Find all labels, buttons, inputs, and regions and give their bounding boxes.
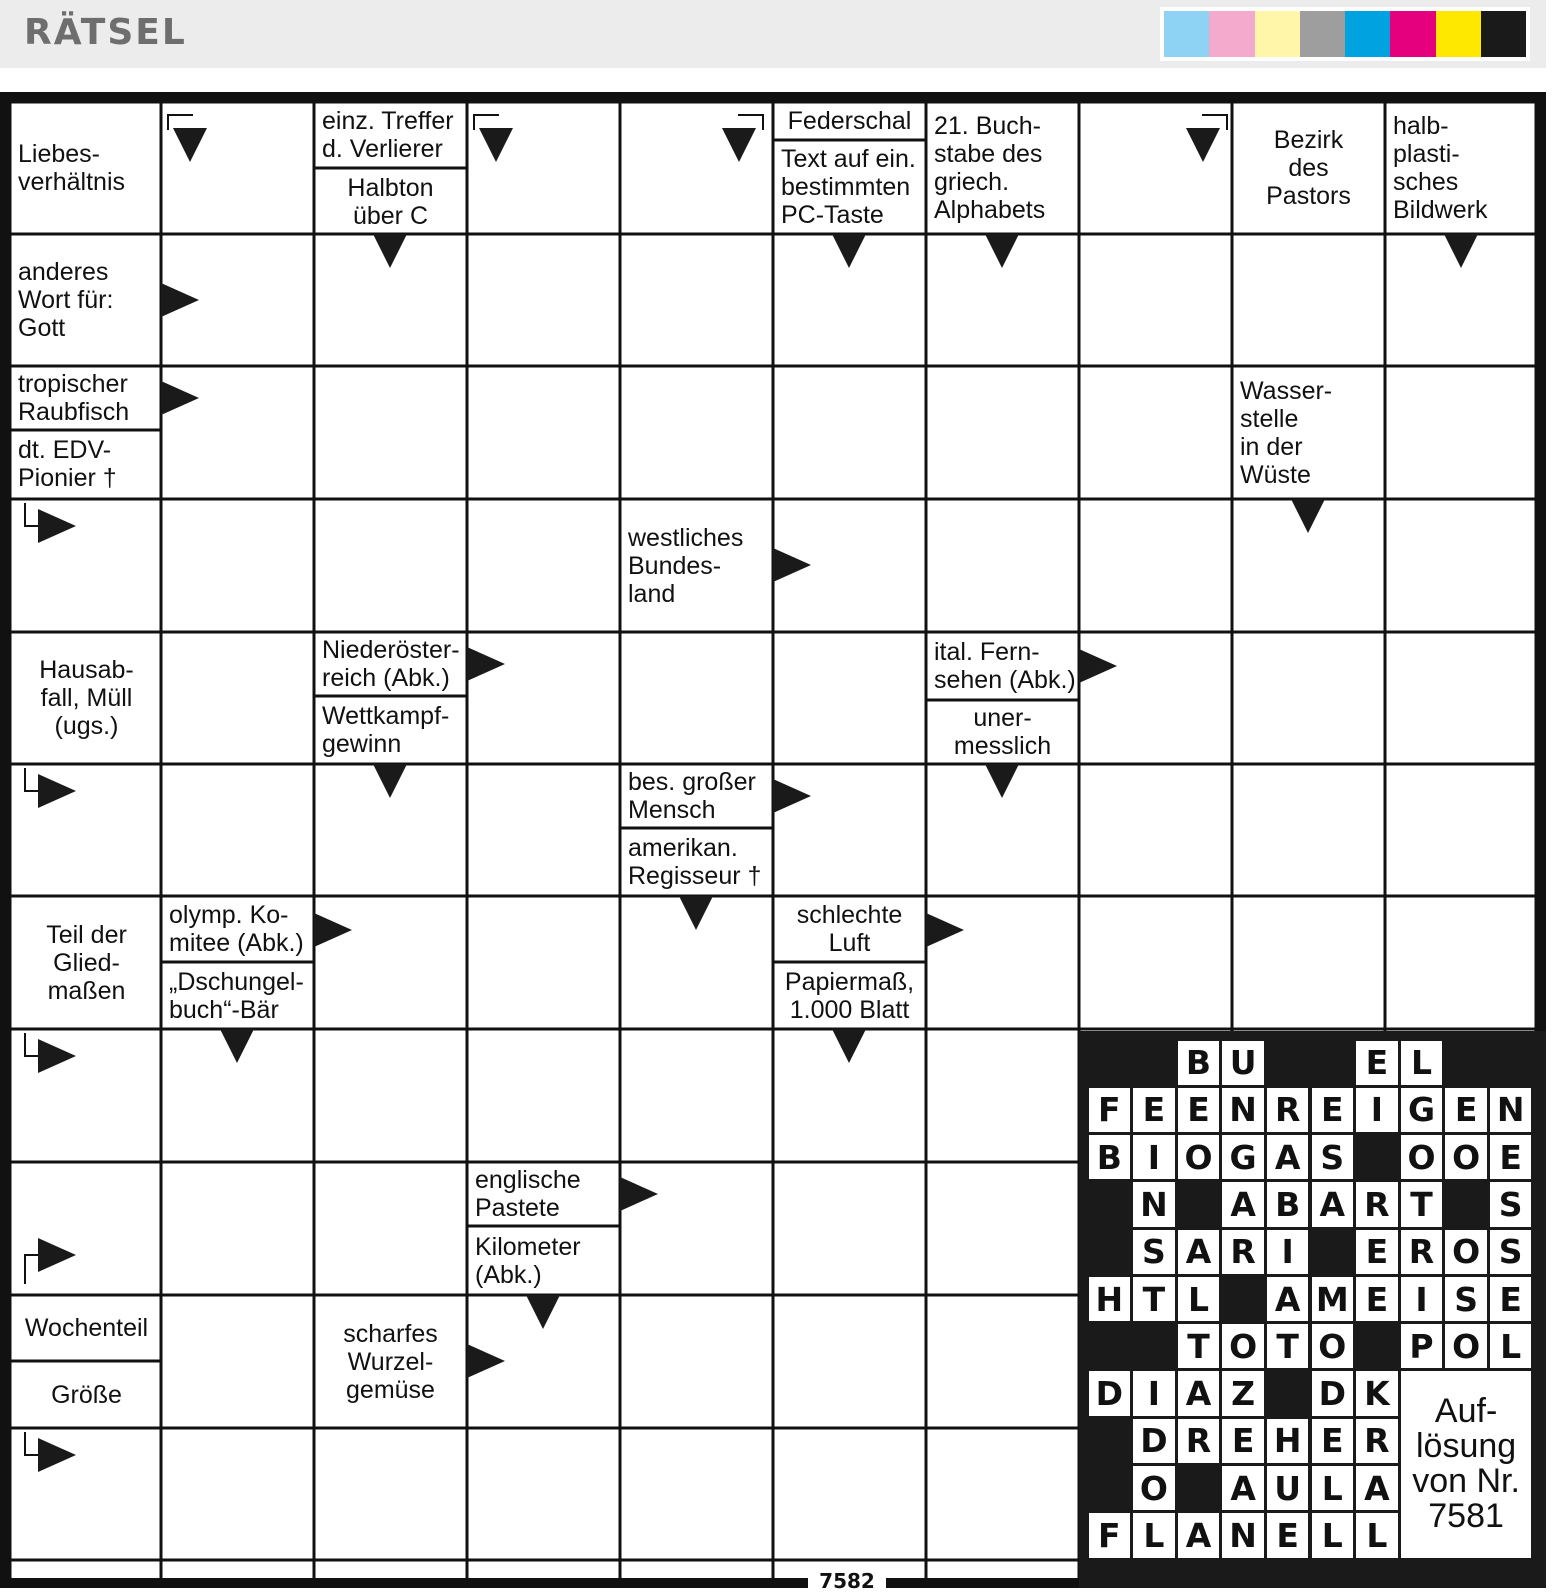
- solution-letter: R: [1178, 1419, 1220, 1463]
- color-swatch: [1209, 11, 1254, 57]
- clue-line: (ugs.): [54, 712, 119, 740]
- clue-line: einz. Treffer: [322, 107, 454, 135]
- clue-line: Gott: [18, 314, 66, 342]
- clue-line: Alphabets: [934, 196, 1046, 224]
- solution-letter: E: [1312, 1419, 1354, 1463]
- solution-letter: L: [1312, 1513, 1354, 1557]
- solution-letter: L: [1312, 1466, 1354, 1510]
- clue-c28: [10, 1295, 163, 1361]
- arrow-down-icon: [173, 128, 207, 162]
- solution-letter: O: [1312, 1324, 1354, 1368]
- clue-line: Text auf ein.: [781, 145, 916, 173]
- arrow-down-icon: [526, 1295, 560, 1329]
- clue-line: Bundes-: [628, 551, 722, 580]
- solution-letter: N: [1222, 1088, 1264, 1132]
- solution-letter: S: [1133, 1230, 1175, 1274]
- clue-line: gemüse: [346, 1375, 435, 1404]
- solution-letter: G: [1222, 1135, 1264, 1179]
- solution-letter: O: [1445, 1324, 1487, 1368]
- clue-line: d. Verlierer: [322, 135, 443, 163]
- clue-c21: [10, 896, 163, 1029]
- solution-letter: F: [1089, 1088, 1131, 1132]
- solution-letter: M: [1312, 1277, 1354, 1321]
- solution-letter: B: [1178, 1041, 1220, 1085]
- clue-c16: [314, 696, 467, 764]
- solution-letter: R: [1356, 1419, 1398, 1463]
- clue-c25: [773, 962, 926, 1029]
- clue-line: Wort für:: [18, 286, 114, 314]
- solution-letter: R: [1401, 1230, 1443, 1274]
- clue-line: englische: [475, 1166, 581, 1194]
- solution-note-line: von Nr.: [1412, 1462, 1520, 1501]
- clue-c4: [773, 102, 926, 140]
- solution-letter: E: [1445, 1088, 1487, 1132]
- color-swatch: [1300, 11, 1345, 57]
- clue-line: gewinn: [322, 730, 402, 758]
- arrow-down-icon: [679, 896, 713, 930]
- clue-line: scharfes: [343, 1319, 438, 1348]
- clue-c2: [314, 102, 467, 168]
- clue-line: Niederöster-: [322, 636, 460, 664]
- clue-line: fall, Müll: [40, 684, 133, 712]
- solution-letter: E: [1490, 1135, 1532, 1179]
- arrow-down-icon: [1186, 128, 1220, 162]
- arrow-down-icon: [832, 1029, 866, 1063]
- solution-letter: O: [1222, 1324, 1264, 1368]
- clue-line: Papiermaß,: [784, 967, 915, 996]
- clue-line: Wettkampf-: [322, 702, 450, 730]
- solution-note-line: lösung: [1415, 1427, 1517, 1466]
- clue-line: schlechte: [796, 901, 903, 929]
- clue-c12: [1232, 366, 1385, 499]
- solution-letter: O: [1401, 1135, 1443, 1179]
- solution-letter: N: [1222, 1513, 1264, 1557]
- clue-line: messlich: [953, 732, 1052, 760]
- solution-letter: H: [1267, 1419, 1309, 1463]
- solution-letter: U: [1222, 1041, 1264, 1085]
- solution-letter: A: [1267, 1277, 1309, 1321]
- clue-line: Hausab-: [39, 656, 134, 684]
- clue-c23: [161, 962, 314, 1029]
- solution-letter: T: [1133, 1277, 1175, 1321]
- arrow-right-icon: [467, 1344, 505, 1378]
- clue-c14: [10, 632, 163, 764]
- color-swatch: [1436, 11, 1481, 57]
- color-swatches: [1160, 7, 1530, 61]
- clue-line: Teil der: [46, 920, 127, 949]
- arrow-down-icon: [1291, 499, 1325, 533]
- solution-letter: P: [1401, 1324, 1443, 1368]
- clue-line: (Abk.): [475, 1260, 542, 1289]
- clue-line: Raubfisch: [18, 398, 130, 426]
- arrow-down-icon: [985, 234, 1019, 268]
- solution-letter: I: [1133, 1135, 1175, 1179]
- clue-line: in der: [1240, 432, 1303, 461]
- solution-letter: N: [1490, 1088, 1532, 1132]
- arrow-down-icon: [373, 764, 407, 798]
- clue-line: reich (Abk.): [322, 664, 450, 692]
- arrow-right-icon: [38, 774, 76, 808]
- solution-letter: H: [1089, 1277, 1131, 1321]
- clue-c18: [926, 700, 1079, 764]
- solution-letter: E: [1222, 1419, 1264, 1463]
- arrow-down-icon: [985, 764, 1019, 798]
- solution-letter: E: [1267, 1513, 1309, 1557]
- solution-letter: A: [1267, 1135, 1309, 1179]
- clue-line: Pionier †: [18, 464, 117, 492]
- clue-c8: [1385, 102, 1538, 234]
- solution-letter: O: [1445, 1135, 1487, 1179]
- solution-letter: T: [1178, 1324, 1220, 1368]
- arrow-right-icon: [773, 779, 811, 813]
- clue-line: PC-Taste: [781, 201, 884, 229]
- clue-c19: [620, 764, 773, 828]
- clue-c6: [926, 102, 1079, 234]
- solution-letter: L: [1490, 1324, 1532, 1368]
- solution-note: [1401, 1371, 1532, 1557]
- clue-line: land: [628, 579, 676, 608]
- color-swatch: [1345, 11, 1390, 57]
- clue-c5: [773, 140, 926, 234]
- arrow-right-icon: [161, 283, 199, 317]
- solution-letter: S: [1312, 1135, 1354, 1179]
- solution-grid: [1079, 1031, 1546, 1588]
- clue-c17: [926, 632, 1079, 700]
- clue-c29: [10, 1361, 163, 1428]
- clue-line: mitee (Abk.): [169, 929, 304, 957]
- clue-line: des: [1288, 154, 1329, 182]
- clue-c26: [467, 1162, 620, 1226]
- clue-c13: [620, 499, 773, 632]
- header-bar: [0, 0, 1546, 68]
- clue-line: Pastete: [475, 1194, 560, 1222]
- arrow-right-icon: [620, 1177, 658, 1211]
- arrow-right-icon: [467, 647, 505, 681]
- solution-letter: I: [1133, 1371, 1175, 1415]
- solution-letter: G: [1401, 1088, 1443, 1132]
- clue-line: Größe: [51, 1380, 122, 1409]
- clue-line: bes. großer: [628, 768, 756, 796]
- solution-letter: A: [1178, 1513, 1220, 1557]
- solution-letter: O: [1178, 1135, 1220, 1179]
- solution-letter: A: [1178, 1230, 1220, 1274]
- page-title: RÄTSEL: [24, 12, 187, 53]
- solution-letter: I: [1267, 1230, 1309, 1274]
- clue-line: amerikan.: [628, 834, 738, 862]
- solution-letter: R: [1222, 1230, 1264, 1274]
- solution-letter: D: [1133, 1419, 1175, 1463]
- arrow-right-icon: [1079, 649, 1117, 683]
- arrow-right-icon: [773, 548, 811, 582]
- solution-letter: A: [1222, 1182, 1264, 1226]
- clue-line: ital. Fern-: [934, 638, 1040, 666]
- arrow-right-icon: [314, 913, 352, 947]
- clue-line: stabe des: [934, 140, 1043, 168]
- clue-c11: [10, 430, 163, 498]
- clue-line: Wasser-: [1240, 376, 1333, 405]
- arrow-right-icon: [161, 381, 199, 415]
- solution-letter: R: [1356, 1182, 1398, 1226]
- clue-line: buch“-Bär: [169, 995, 279, 1024]
- solution-letter: D: [1312, 1371, 1354, 1415]
- crossword-grid: [0, 92, 1546, 1593]
- clue-c15: [314, 632, 467, 696]
- arrow-down-icon: [722, 128, 756, 162]
- solution-letter: L: [1133, 1513, 1175, 1557]
- clue-c3: [314, 170, 467, 234]
- arrow-right-icon: [926, 913, 964, 947]
- clue-line: „Dschungel-: [169, 967, 304, 996]
- clue-line: maßen: [47, 976, 126, 1005]
- solution-letter: E: [1133, 1088, 1175, 1132]
- clue-c24: [773, 896, 926, 962]
- solution-letter: U: [1267, 1466, 1309, 1510]
- solution-letter: K: [1356, 1371, 1398, 1415]
- arrow-right-icon: [38, 509, 76, 543]
- clue-line: plasti-: [1393, 140, 1460, 168]
- clue-line: griech.: [934, 168, 1010, 196]
- solution-letter: A: [1178, 1371, 1220, 1415]
- clue-line: Luft: [828, 929, 871, 957]
- clue-line: Federschal: [787, 107, 912, 135]
- solution-letter: F: [1089, 1513, 1131, 1557]
- solution-letter: O: [1445, 1230, 1487, 1274]
- clue-line: Regisseur †: [628, 862, 762, 890]
- solution-letter: A: [1356, 1466, 1398, 1510]
- arrow-down-icon: [373, 234, 407, 268]
- clue-line: verhältnis: [18, 168, 125, 196]
- solution-letter: E: [1312, 1088, 1354, 1132]
- solution-letter: E: [1490, 1277, 1532, 1321]
- clue-line: stelle: [1240, 404, 1299, 433]
- clue-c10: [10, 366, 163, 430]
- solution-letter: A: [1222, 1466, 1264, 1510]
- solution-letter: D: [1089, 1371, 1131, 1415]
- clue-line: Bildwerk: [1393, 196, 1488, 224]
- clue-c20: [620, 828, 773, 896]
- clue-c1: [10, 102, 163, 234]
- solution-letter: R: [1267, 1088, 1309, 1132]
- solution-letter: E: [1178, 1088, 1220, 1132]
- clue-line: tropischer: [18, 370, 128, 398]
- solution-letter: B: [1089, 1135, 1131, 1179]
- clue-line: sehen (Abk.): [934, 666, 1076, 694]
- solution-letter: E: [1356, 1041, 1398, 1085]
- arrow-down-icon: [220, 1029, 254, 1063]
- solution-letter: B: [1267, 1182, 1309, 1226]
- arrow-right-icon: [38, 1438, 76, 1472]
- arrow-down-icon: [1444, 234, 1478, 268]
- solution-note-line: 7581: [1428, 1497, 1504, 1536]
- clue-line: Bezirk: [1273, 126, 1344, 154]
- solution-letter: I: [1401, 1277, 1443, 1321]
- solution-letter: N: [1133, 1182, 1175, 1226]
- clue-line: Mensch: [628, 796, 716, 824]
- clue-line: dt. EDV-: [18, 436, 112, 464]
- clue-line: Wurzel-: [347, 1347, 434, 1376]
- solution-letter: E: [1356, 1230, 1398, 1274]
- clue-line: bestimmten: [781, 173, 911, 201]
- arrow-right-icon: [38, 1238, 76, 1272]
- solution-letter: T: [1267, 1324, 1309, 1368]
- clue-line: Wochenteil: [24, 1314, 149, 1342]
- solution-letter: S: [1445, 1277, 1487, 1321]
- solution-letter: Z: [1222, 1371, 1264, 1415]
- clue-line: sches: [1393, 168, 1459, 196]
- solution-letter: L: [1356, 1513, 1398, 1557]
- clue-line: 21. Buch-: [934, 112, 1042, 140]
- clue-line: Liebes-: [18, 140, 100, 168]
- clue-line: halb-: [1393, 112, 1449, 140]
- clue-c9: [10, 234, 163, 366]
- clue-line: westliches: [628, 523, 744, 552]
- color-swatch: [1390, 11, 1435, 57]
- color-swatch: [1255, 11, 1300, 57]
- solution-letter: L: [1178, 1277, 1220, 1321]
- clue-line: Glied-: [53, 948, 120, 977]
- solution-letter: I: [1356, 1088, 1398, 1132]
- clue-line: Halbton: [347, 174, 434, 202]
- solution-letter: S: [1490, 1182, 1532, 1226]
- clue-line: uner-: [973, 704, 1032, 732]
- arrow-down-icon: [479, 128, 513, 162]
- solution-letter: L: [1401, 1041, 1443, 1085]
- clue-c27: [467, 1226, 620, 1295]
- solution-letter: E: [1356, 1277, 1398, 1321]
- clue-line: Pastors: [1266, 182, 1351, 210]
- clue-c22: [161, 896, 314, 962]
- color-swatch: [1164, 11, 1209, 57]
- color-swatch: [1481, 11, 1526, 57]
- solution-note-line: Auf-: [1434, 1392, 1498, 1431]
- arrow-down-icon: [832, 234, 866, 268]
- clue-c7: [1232, 102, 1385, 234]
- clue-line: olymp. Ko-: [169, 901, 289, 929]
- solution-letter: T: [1401, 1182, 1443, 1226]
- clue-line: Kilometer: [475, 1232, 581, 1261]
- arrow-right-icon: [38, 1039, 76, 1073]
- clue-line: 1.000 Blatt: [789, 995, 910, 1024]
- clue-line: über C: [352, 202, 429, 230]
- solution-letter: A: [1312, 1182, 1354, 1226]
- solution-letter: S: [1490, 1230, 1532, 1274]
- clue-line: anderes: [18, 258, 109, 286]
- clue-c30: [314, 1295, 467, 1428]
- solution-letter: O: [1133, 1466, 1175, 1510]
- puzzle-number: 7582: [808, 1574, 886, 1588]
- clue-line: Wüste: [1240, 460, 1311, 489]
